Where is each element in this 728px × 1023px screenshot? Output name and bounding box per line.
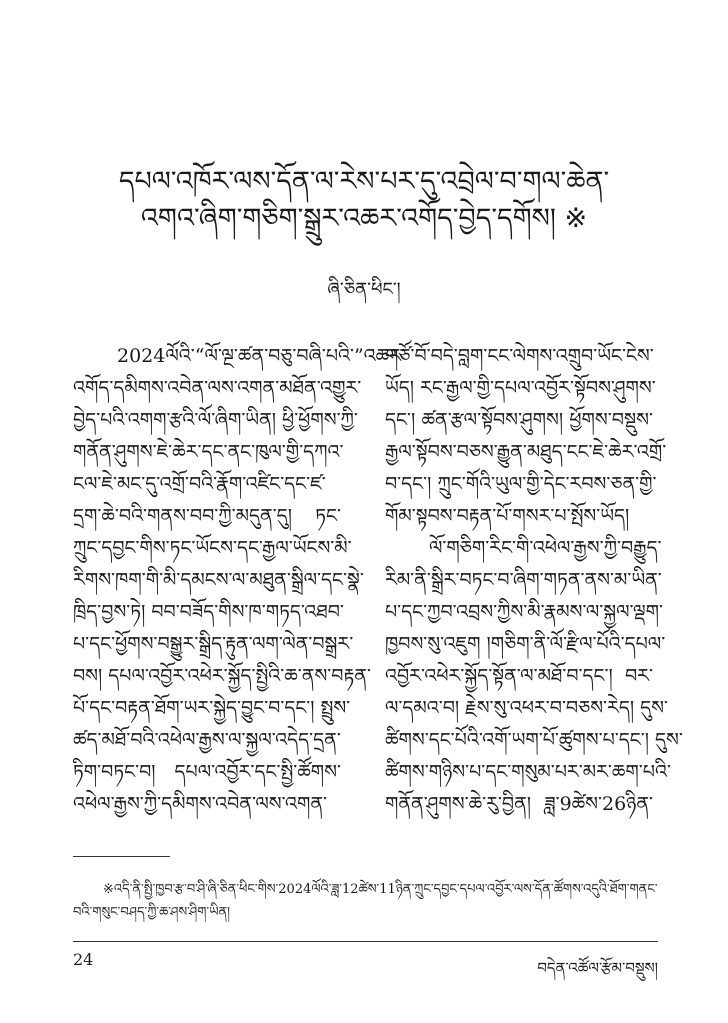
article-title-line-1: དཔལ་འཁོར་ལས་དོན་ལ་རེས་པར་དུ་འབྲེལ་བ་གལ་ཆེན་ bbox=[118, 166, 610, 197]
body-line: ལོ་གཅིག་རིང་གི་འཕེལ་རྒྱས་ཀྱི་བརྒྱུད་ bbox=[429, 537, 662, 559]
body-line: དྲག་ཆེ་བའི་གནས་བབ་ཀྱི་མདུན་དུ། ཏང་ bbox=[73, 505, 341, 527]
body-line: ཡོད། རང་རྒྱལ་གྱི་དཔལ་འབྱོར་སྟོབས་ཤུགས་ bbox=[385, 377, 656, 399]
body-line: འགོད་དམིགས་འབེན་ལས་འགན་མཐོན་འགྱུར་ bbox=[73, 377, 362, 399]
body-line: གནོན་ཤུགས་ཆེ་རུ་བྱིན། ཟླ་9ཚེས་26ཉིན་ bbox=[385, 793, 653, 815]
body-line: ཚིགས་དང་པོའི་འགོ་ཡག་པོ་ཚུགས་པ་དང་། དུས་ bbox=[385, 729, 683, 751]
body-column-left bbox=[73, 340, 406, 820]
body-line: པ་དང་ཀྱབ་འབྲས་ཀྱིས་མི་རྣམས་ལ་སྐྱལ་ལྡག་ bbox=[385, 601, 663, 623]
body-line: གོམ་སྟབས་བརྟན་པོ་གསར་པ་སྤོས་ཡོད། bbox=[385, 505, 630, 527]
body-line: ཏིག་བཏང་བ། དཔལ་འབྱོར་དང་སྤྱི་ཚོགས་ bbox=[73, 761, 341, 783]
body-line: ཚད་མཐོ་བའི་འཕེལ་རྒྱས་ལ་སྐྱལ་འདེད་དྲན་ bbox=[73, 729, 341, 751]
body-line: འབྱོར་འཕེར་སྐྱོད་སྟོན་ལ་མཐོ་བ་དང་། བར་ bbox=[385, 665, 653, 687]
body-line: པ་དང་ཕྱོགས་བསྒྱུར་སྒྲིད་རྟུན་ལག་ལེན་བསྒྲར་ bbox=[73, 633, 354, 655]
body-line: འཕེལ་རྒྱས་ཀྱི་དམིགས་འབེན་ལས་འགན་ bbox=[73, 793, 328, 815]
footer-divider bbox=[73, 941, 658, 942]
footnote-line: ※འདི་ནི་སྤྱི་ཁྱབ་རྩ་བ་ཤི་ཞི་ཅིན་ཕིང་གིས་2024ལོའི་ཟླ་12ཚེས་11ཉིན་ཀྲུང་དབྱང་དཔལ་འབྱོར་ལས་དོན་ཚོགས་འདུའི་ཐོག་གནང་ bbox=[103, 882, 658, 897]
article-title-line-2: འགའ་ཞིག་གཅིག་སྒྲུར་འཆར་འགོད་བྱེད་དགོས། ※ bbox=[140, 203, 588, 234]
body-line: གནོན་ཤུགས་ཇེ་ཆེར་དང་ནང་ཁུལ་གྱི་དཀའ་ bbox=[73, 441, 344, 463]
body-line: རིམ་ནི་སྒྲིར་བཏང་བ་ཞིག་གཏན་ནས་མ་ཡིན་ bbox=[385, 569, 662, 591]
body-line: བ་དང་། ཀྲུང་གོའི་ཡུལ་གྱི་དེང་རབས་ཅན་གྱི་ bbox=[385, 473, 657, 495]
body-line: ངལ་ཇེ་མང་དུ་འགྲོ་བའི་རྣོག་འཛིང་དང་ཛ་ bbox=[73, 473, 326, 495]
body-line: པོ་དང་བརྟན་ཐོག་ཡར་སྐྱེད་བྱུང་བ་དང་། སྤྲུས་ bbox=[73, 697, 351, 719]
body-line: དང་། ཚན་རྩལ་སྟོབས་ཤུགས། ཕྱོགས་བསྡུས་ bbox=[385, 409, 653, 431]
body-line: ཁྱབས་སུ་འཇུག །གཅིག་ནི་ལོ་རྫིལ་པོའི་དཔལ་ bbox=[385, 633, 666, 655]
body-line: བྱེད་པའི་འགག་རྩའི་ལོ་ཞིག་ཡིན། ཕྱི་ཕྱོགས་ཀྱི་ bbox=[73, 409, 358, 431]
body-line: རིགས་ཁག་གི་མི་དམངས་ལ་མཐུན་སྒྲིལ་དང་སྣེ་ bbox=[73, 569, 364, 591]
body-line: བས། དཔལ་འབྱོར་འཕེར་སྐྱོད་སྤྱིའི་ཆ་ནས་བརྟན་ bbox=[73, 665, 371, 687]
author-name: ཞི་ཅིན་ཕིང་། bbox=[327, 279, 401, 300]
body-line: ཁྲིད་བྱས་ཏེ། བབ་བཟོད་གིས་ཁ་གཏད་འཐབ་ bbox=[73, 601, 344, 623]
body-line: 2024ལོའི་“ལོ་ལྔ་ཚན་བཅུ་བཞི་པའི་”འཆར་ bbox=[117, 345, 406, 367]
body-column-right bbox=[385, 340, 683, 820]
body-line: གཙོ་བོ་བདེ་བླག་ངང་ལེགས་འགྲུབ་ཡོང་ངེས་ bbox=[385, 345, 654, 367]
footnote-line: བའི་གསུང་བཤད་ཀྱི་ཆ་ཤས་ཤིག་ཡིན། bbox=[73, 905, 231, 920]
footnote bbox=[73, 878, 663, 924]
body-line: ཀྲུང་དབྱང་གིས་ཏང་ཡོངས་དང་རྒྱལ་ཡོངས་མི་ bbox=[73, 537, 352, 559]
page-number: 24 bbox=[73, 950, 94, 969]
body-line: རྒྱལ་སྟོབས་བཅས་རྒྱུན་མཐུད་ངང་ཇེ་ཆེར་འགྲོ་ bbox=[385, 441, 667, 463]
running-title: བདེན་འཚོལ་རྩོམ་བསྡུས། bbox=[537, 959, 658, 977]
body-line: ཚིགས་གཉིས་པ་དང་གསུམ་པར་མར་ཆག་པའི་ bbox=[385, 761, 671, 783]
body-line: ལ་དམའ་བ། རྗེས་སུ་འཕར་བ་བཅས་རེད། དུས་ bbox=[385, 697, 668, 719]
footnote-divider bbox=[73, 856, 170, 857]
